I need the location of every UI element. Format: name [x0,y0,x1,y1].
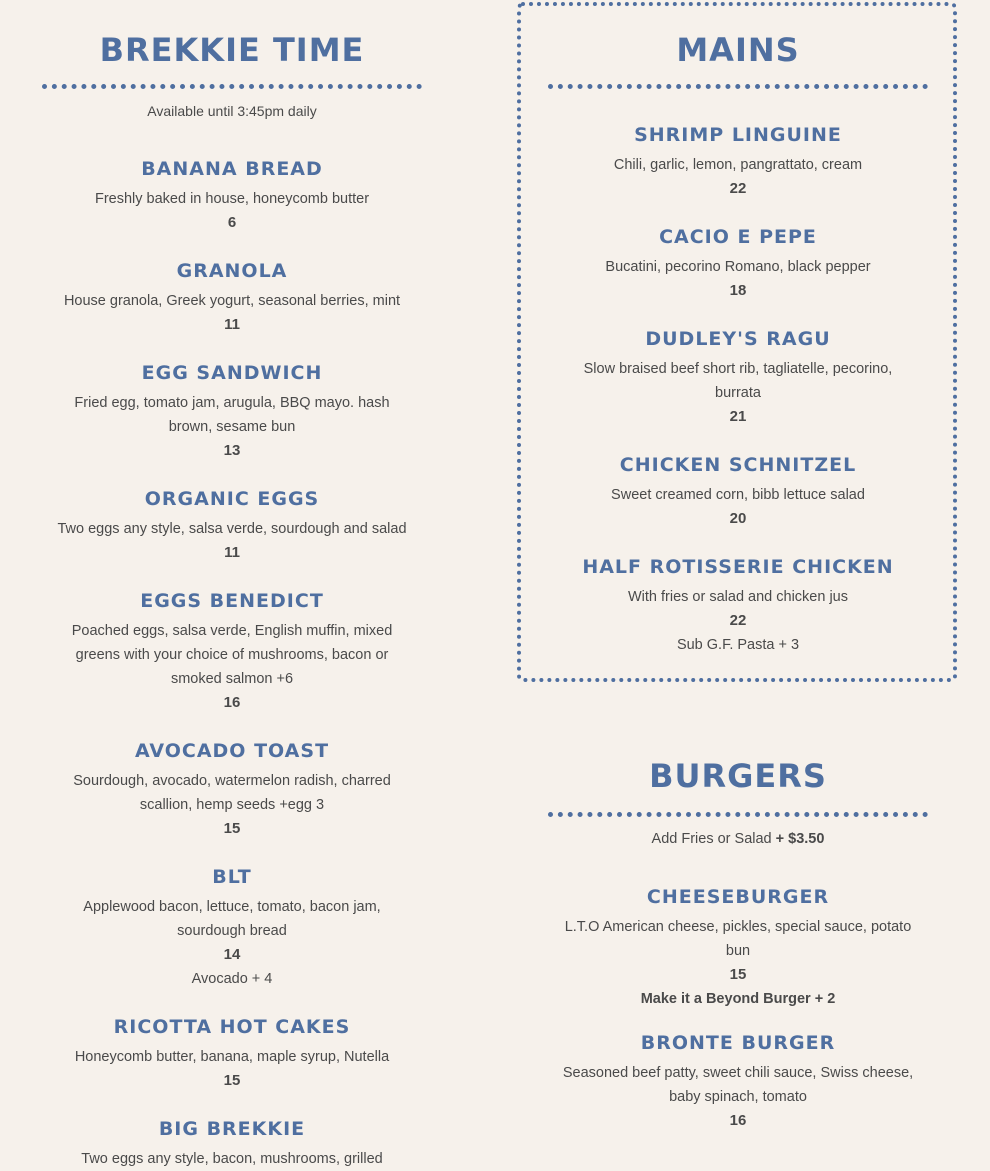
menu-item-big-brekkie [42,1117,422,1171]
item-name: CACIO E PEPE [659,226,817,248]
item-price: 11 [224,544,240,561]
item-name: GRANOLA [176,260,288,282]
item-name: AVOCADO TOAST [134,740,330,762]
item-price: 21 [729,408,747,425]
item-price: 6 [227,214,237,231]
item-name: DUDLEY'S RAGU [645,328,831,350]
item-name: CHICKEN SCHNITZEL [619,454,857,476]
menu-item-banana-bread [42,157,422,235]
item-description: House granola, Greek yogurt, seasonal berries, mint [63,293,401,309]
burgers-title: BURGERS [649,757,827,795]
item-price: 13 [223,442,241,459]
menu-item-shrimp-linguine [548,123,928,201]
item-price: 15 [223,820,241,837]
menu-item-chicken-schnitzel [548,453,928,531]
menu-item-cacio-e-pepe [548,225,928,303]
item-description: Applewood bacon, lettuce, tomato, bacon jam, sourdough bread [83,899,381,939]
mains-divider [548,84,928,89]
menu-item-half-rotisserie-chicken [548,555,928,657]
item-description: Sourdough, avocado, watermelon radish, charred scallion, hemp seeds +egg 3 [73,773,391,813]
item-description: Fried egg, tomato jam, arugula, BBQ mayo. hash brown, sesame bun [74,395,390,435]
brekkie-title: BREKKIE TIME [99,31,365,69]
menu-item-eggs-benedict [42,589,422,715]
item-description: Freshly baked in house, honeycomb butter [94,191,370,207]
mains-section [548,31,928,657]
burgers-item-list [548,885,928,1133]
mains-item-list [548,123,928,657]
item-name: HALF ROTISSERIE CHICKEN [582,556,894,578]
brekkie-item-list [42,157,422,1171]
item-price: 18 [729,282,747,299]
item-name: CHEESEBURGER [646,886,830,908]
item-description: Poached eggs, salsa verde, English muffin, mixed greens with your choice of mushrooms, bacon or smoked salmon +6 [71,623,393,687]
item-name: ORGANIC EGGS [144,488,320,510]
item-description: Chili, garlic, lemon, pangrattato, cream [613,157,863,173]
item-name: EGG SANDWICH [141,362,323,384]
item-price: 15 [729,966,747,983]
brekkie-section [42,0,422,1171]
right-column [548,0,928,1129]
item-description: Honeycomb butter, banana, maple syrup, Nutella [74,1049,390,1065]
menu-item-ricotta-hot-cakes [42,1015,422,1093]
sides-note-price: + $3.50 [775,831,825,847]
sides-note-text: Add Fries or Salad [651,831,776,847]
item-addon: Sub G.F. Pasta + 3 [676,637,800,653]
item-description: With fries or salad and chicken jus [627,589,848,605]
item-name: EGGS BENEDICT [140,590,324,612]
burgers-sides-note [548,827,928,851]
item-name: BANANA BREAD [141,158,323,180]
burgers-section [548,757,928,1133]
burgers-divider [548,812,928,817]
menu-item-egg-sandwich [42,361,422,463]
menu-item-blt [42,865,422,991]
item-price: 22 [729,612,747,629]
item-price: 11 [224,316,240,333]
menu-item-organic-eggs [42,487,422,565]
item-name: SHRIMP LINGUINE [634,124,842,146]
item-description: Sweet creamed corn, bibb lettuce salad [611,487,865,503]
item-name: BIG BREKKIE [158,1118,306,1140]
menu-item-bronte-burger [548,1031,928,1133]
item-price: 15 [223,1072,241,1089]
item-price: 16 [729,1112,747,1129]
item-description: Bucatini, pecorino Romano, black pepper [605,259,871,275]
item-price: 14 [223,946,241,963]
item-description: Two eggs any style, bacon, mushrooms, grilled [81,1151,383,1167]
item-name: RICOTTA HOT CAKES [113,1016,351,1038]
item-addon: Make it a Beyond Burger + 2 [640,991,836,1007]
menu-item-cheeseburger [548,885,928,1011]
item-price: 16 [223,694,241,711]
menu-item-granola [42,259,422,337]
menu-item-avocado-toast [42,739,422,841]
item-price: 20 [729,510,747,527]
item-name: BLT [212,866,252,888]
brekkie-divider [42,84,422,89]
item-description: Slow braised beef short rib, tagliatelle, pecorino, burrata [583,361,893,401]
item-addon: Avocado + 4 [191,971,273,987]
item-description: Two eggs any style, salsa verde, sourdough and salad [57,521,407,537]
brekkie-availability-note: Available until 3:45pm daily [147,103,317,119]
item-description: Seasoned beef patty, sweet chili sauce, Swiss cheese, baby spinach, tomato [562,1065,914,1105]
item-name: BRONTE BURGER [640,1032,836,1054]
menu-item-dudleys-ragu [548,327,928,429]
mains-title: MAINS [676,31,800,69]
item-price: 22 [729,180,747,197]
item-description: L.T.O American cheese, pickles, special sauce, potato bun [564,919,912,959]
